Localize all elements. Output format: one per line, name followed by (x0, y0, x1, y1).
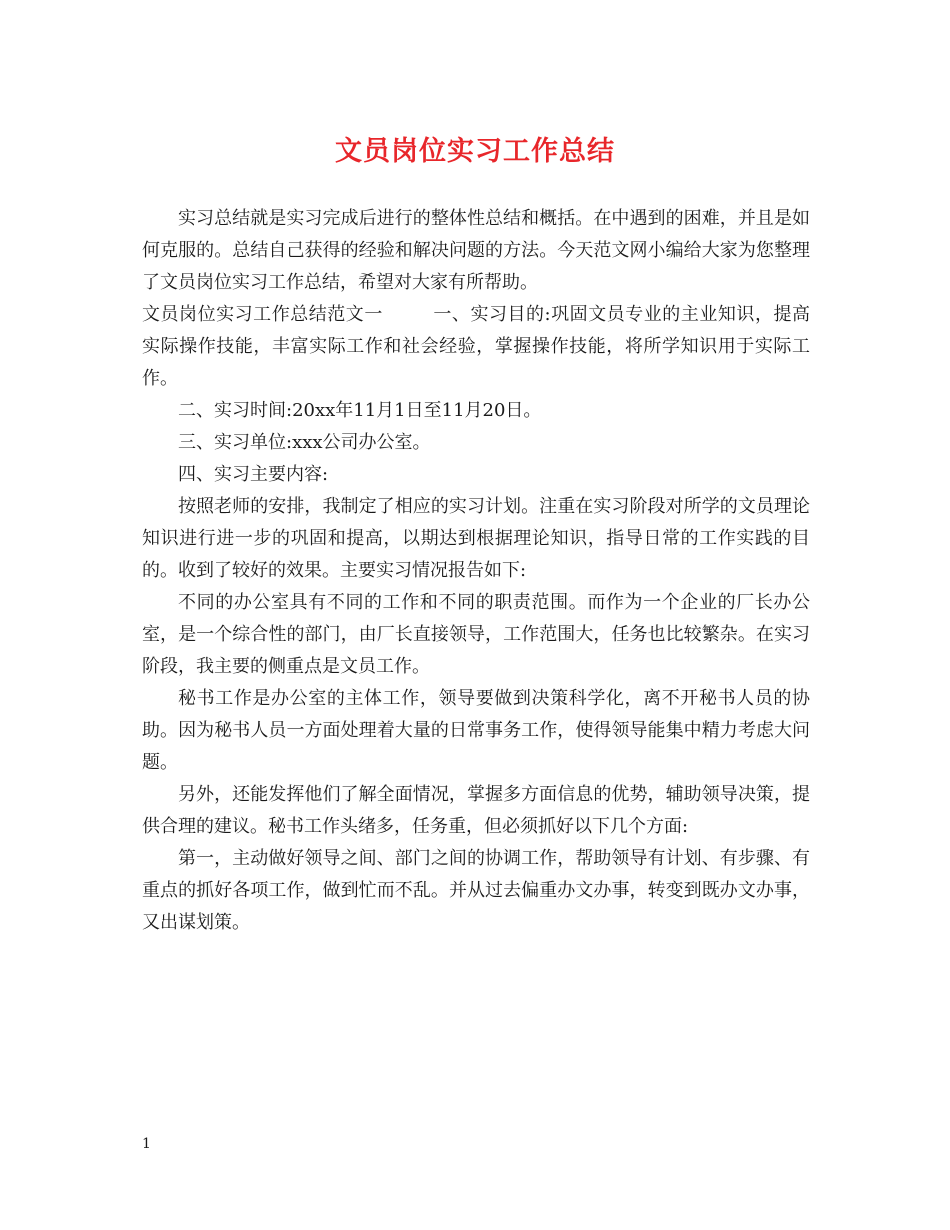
internship-unit: 三、实习单位:xxx公司办公室。 (178, 432, 431, 453)
body-paragraph: 另外，还能发挥他们了解全面情况，掌握多方面信息的优势，辅助领导决策，提供合理的建议。秘书工作头绪多，任务重，但必须抓好以下几个方面: (142, 784, 810, 837)
section-heading: 文员岗位实习工作总结范文一 (142, 304, 383, 325)
section-paragraph (142, 299, 810, 395)
body-paragraph: 按照老师的安排，我制定了相应的实习计划。注重在实习阶段对所学的文员理论知识进行进一步的巩固和提高，以期达到根据理论知识，指导日常的工作实践的目的。收到了较好的效果。主要实习情况报告如下: (142, 496, 810, 581)
document-body (142, 203, 810, 939)
internship-content-heading: 四、实习主要内容: (178, 464, 329, 485)
page-number: 1 (142, 1136, 151, 1152)
intro-paragraph: 实习总结就是实习完成后进行的整体性总结和概括。在中遇到的困难，并且是如何克服的。总结自己获得的经验和解决问题的方法。今天范文网小编给大家为您整理了文员岗位实习工作总结，希望对大家有所帮助。 (142, 208, 810, 293)
body-paragraph: 第一，主动做好领导之间、部门之间的协调工作，帮助领导有计划、有步骤、有重点的抓好各项工作，做到忙而不乱。并从过去偏重办文办事，转变到既办文办事，又出谋划策。 (142, 848, 810, 933)
section-first-line: 一、实习目的:巩固文员专业的主业知识，提高实际操作技能，丰富实际工作和社会经验，掌握操作技能，将所学知识用于实际工作。 (142, 304, 811, 389)
body-paragraph: 秘书工作是办公室的主体工作，领导要做到决策科学化，离不开秘书人员的协助。因为秘书人员一方面处理着大量的日常事务工作，使得领导能集中精力考虑大问题。 (142, 688, 810, 773)
internship-time: 二、实习时间:20xx年11月1日至11月20日。 (178, 400, 542, 421)
document-title: 文员岗位实习工作总结 (335, 136, 615, 167)
body-paragraph: 不同的办公室具有不同的工作和不同的职责范围。而作为一个企业的厂长办公室，是一个综合性的部门，由厂长直接领导，工作范围大，任务也比较繁杂。在实习阶段，我主要的侧重点是文员工作。 (142, 592, 810, 677)
